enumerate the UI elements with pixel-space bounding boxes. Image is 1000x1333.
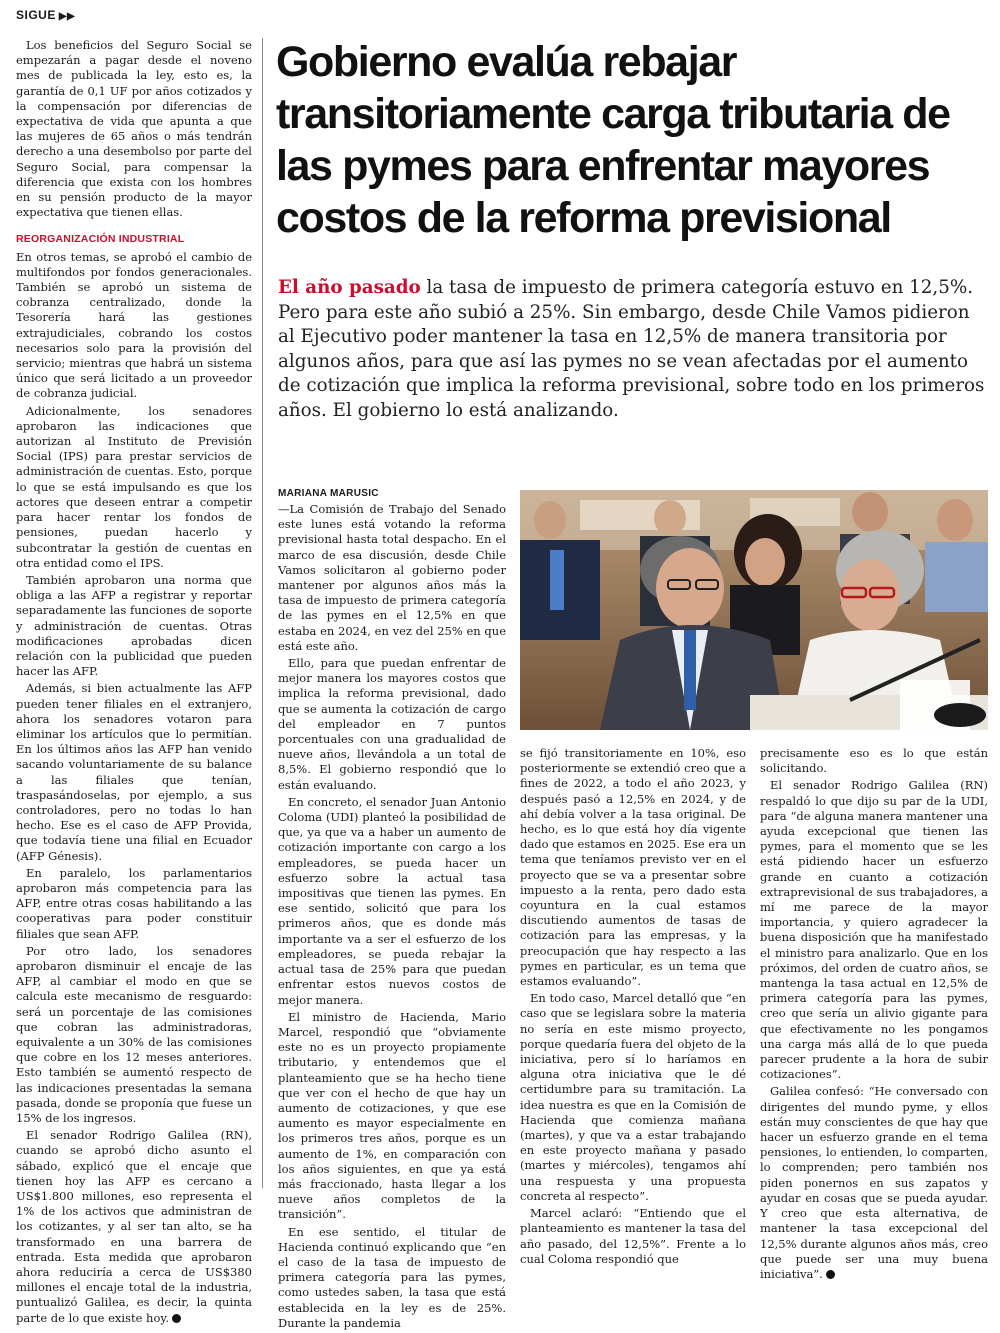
end-mark-icon (172, 1314, 181, 1323)
body-paragraph (760, 1084, 988, 1282)
body-paragraph: Marcel aclaró: “Entiendo que el planteamiento es mantener la tasa del año pasado, del 12,5%”. Frente a lo cual Coloma respondió que (520, 1206, 746, 1266)
article-column-2 (520, 746, 746, 1269)
left-paragraph: Por otro lado, los senadores aprobaron disminuir el encaje de las AFP, al cambiar el modo en que se calcula este mecanismo de resguardo: será un porcentaje de las comisiones que cobran las administradoras, equivalente a un 30% de las comisiones que cobre en los 12 meses anteriores. Esto también se aumentó respecto de las indicaciones presentadas la semana pasada, donde se proponía que fuese un 15% de los ingresos. (16, 943, 252, 1126)
byline: MARIANA MARUSIC (278, 488, 379, 499)
sigue-arrows-icon: ▶▶ (58, 11, 76, 22)
left-paragraph (16, 1128, 252, 1326)
body-paragraph-text: Galilea confesó: “He conversado con dirigentes del mundo pyme, y ellos están muy conscientes de que hay que hacer un esfuerzo grande en el tema pensiones, lo entienden, lo comparten, lo comprenden; pero también nos piden ponernos en sus zapatos y ayudar en cosas que se pueda ayudar. Y creo que esta alternativa, de mantener la tasa excepcional del 12,5% durante algunos años más, creo que puede ser una muy buena iniciativa”. (760, 1084, 988, 1281)
news-photo-illustration (520, 490, 988, 730)
body-paragraph: El ministro de Hacienda, Mario Marcel, respondió que “obviamente este no es un proyecto propiamente tributario, y entendemos que el planteamiento que se ha hecho tiene que ver con el hecho de que hay un aumento de cotizaciones, y que ese aumento es mayor especialmente en los primeros tres años, porque es un aumento de 1%, en comparación con los años siguientes, en que ya está más fraccionado, hasta llegar a los nueve años completos de la transición”. (278, 1009, 506, 1222)
news-photo (520, 490, 988, 730)
sigue-label: SIGUE (16, 8, 56, 22)
left-paragraph: En paralelo, los parlamentarios aprobaron más competencia para las AFP, entre otras cosas habilitando a las cooperativas para poder constituir filiales que sean AFP. (16, 865, 252, 941)
left-subhead: REORGANIZACIÓN INDUSTRIAL (16, 233, 185, 246)
left-paragraph: También aprobaron una norma que obliga a las AFP a registrar y reportar separadamente las funciones de soporte y administración de cuentas. Otras modificaciones aprobadas dicen relación con la publicidad que pueden hacer las AFP. (16, 572, 252, 679)
left-paragraph: En otros temas, se aprobó el cambio de multifondos por fondos generacionales. También se aprobó un sistema de cobranza centralizado, donde la Tesorería hará las gestiones extrajudiciales, cobrando los costos necesarios solo para la provisión del servicio; mientras que habrá un sistema único que será licitado a un proveedor de cobranza judicial. (16, 249, 252, 401)
lead-text: la tasa de impuesto de primera categoría estuvo en 12,5%. Pero para este año subió a 25%. Sin embargo, desde Chile Vamos pidieron al Ejecutivo poder mantener la tasa en 12,5% de manera transitoria por algunos años, para que así las pymes no se vean afectadas por el aumento de cotización que implica la reforma previsional, sobre todo en los primeros años. El gobierno lo está analizando. (278, 277, 985, 421)
left-paragraph: Los beneficios del Seguro Social se empezarán a pagar desde el noveno mes de publicada la ley, esto es, la garantía de 0,1 UF por años cotizados y la compensación por diferencias de expectativa de vida que apunta a que las mujeres de 65 años o más tendrán derecho a una desembolso por parte del Seguro Social, para compensar la diferencia que exista con los hombres en su pensión producto de la mayor expectativa que tienen ellas. (16, 38, 252, 220)
left-paragraph-text: El senador Rodrigo Galilea (RN), cuando se aprobó dicho asunto el sábado, explicó que el encaje que tienen hoy las AFP es cercano a US$1.800 millones, eso representa el 1% de los activos que administran de los cotizantes, y al ser tan alto, se ha transformado en una barrera de entrada. Esta medida que aprobaron ahora reduciría a cerca de US$380 millones el encaje total de la industria, puntualizó Galilea, es decir, la quinta parte de lo que existe hoy. (16, 1128, 252, 1325)
left-column (16, 38, 252, 1328)
headline: Gobierno evalúa rebajar transitoriamente carga tributaria de las pymes para enfrentar mayores costos de la reforma previsional (276, 38, 950, 242)
body-paragraph: precisamente eso es lo que están solicitando. (760, 746, 988, 776)
body-paragraph: El senador Rodrigo Galilea (RN) respaldó lo que dijo su par de la UDI, para “de alguna manera mantener una ayuda excepcional que tienen las pymes, para el momento que se les está pidiendo hacer un esfuerzo grande en cuanto a cotización extraprevisional de sus trabajadores, a mí me parece de la mayor importancia, y quiero agradecer la buena disposición que ha manifestado el ministro para analizarlo. Que en los próximos, del orden de cuatro años, se mantenga la tasa actual en 12,5% de primera categoría para las pymes, creo que sería un alivio gigante para que efectivamente no les pongamos una carga más allá de lo que pueda parecer prudente a la hora de subir cotizaciones”. (760, 778, 988, 1082)
body-paragraph: En concreto, el senador Juan Antonio Coloma (UDI) planteó la posibilidad de que, ya que va a haber un aumento de cotización importante con cargo a los empleadores, se pueda hacer un esfuerzo sobre la actual tasa impositivas que tienen las pymes. En ese sentido, solicitó que para los primeros años, que es donde más importante va a ser el esfuerzo de los empleadores, se pueda rebajar la actual tasa de 25% para que puedan enfrentar estos nuevos costos de mejor manera. (278, 794, 506, 1007)
sigue-marker (16, 8, 75, 22)
body-paragraph: Ello, para que puedan enfrentar de mejor manera los mayores costos que implica la reforma previsional, dado que se aumenta la cotización de cargo del empleador en 7 puntos porcentuales con una gradualidad de nueve años, llevándola a un total de 8,5%. El gobierno respondió que lo están evaluando. (278, 656, 506, 792)
left-paragraph: Adicionalmente, los senadores aprobaron las indicaciones que autorizan al Instituto de Previsión Social (IPS) para prestar servicios de administración de cuentas. Esto, porque lo que se está impulsando es que los actores que deseen entrar a competir para hacer rentar los fondos de pensiones, puedan hacerlo y subcontratar la gestión de cuentas en otra entidad como el IPS. (16, 403, 252, 570)
body-paragraph: En todo caso, Marcel detalló que “en caso que se legislara sobre la materia no sería en este mismo proyecto, porque quedaría fuera del objeto de la iniciativa, pero sí lo haríamos en alguna otra iniciativa que le dé certidumbre para su tramitación. La idea nuestra es que en la Comisión de Hacienda que comienza mañana (martes), y que va a estar trabajando en este proyecto mañana y pasado (martes y miércoles), tengamos ahí una respuesta y una propuesta concreta al respecto”. (520, 991, 746, 1203)
body-paragraph: En ese sentido, el titular de Hacienda continuó explicando que “en el caso de la tasa de impuesto de primera categoría para las pymes, como ustedes saben, la tasa que está establecida en la ley es de 25%. Durante la pandemia (278, 1224, 506, 1330)
article-column-1 (278, 502, 506, 1333)
body-paragraph: —La Comisión de Trabajo del Senado este lunes está votando la reforma previsional hasta total despacho. En el marco de esa discusión, desde Chile Vamos solicitaron al gobierno poder mantener por algunos años más la tasa de impuesto de primera categoría de las pymes en el 12,5% en que estaba en 2024, en vez del 25% en que está este año. (278, 502, 506, 653)
lead-highlight: El año pasado (278, 277, 421, 298)
lead-paragraph (278, 276, 990, 424)
body-paragraph: se fijó transitoriamente en 10%, eso posteriormente se extendió creo que a fines de 2022, a todo el año 2023, y después pasó a 12,5% en 2024, y de ahí debía volver a la tasa original. De hecho, es lo que está hoy día vigente dado que estamos en 2025. Ese era un tema que teníamos previsto ver en el proyecto que se va a presentar sobre impuesto a la renta, pero dado esta coyuntura en la cual estamos discutiendo aumentos de tasas de cotización para las empresas, y la preocupación que hay respecto a las pymes en particular, es un tema que estamos evaluando”. (520, 746, 746, 989)
article-column-3 (760, 746, 988, 1284)
left-paragraph: Además, si bien actualmente las AFP pueden tener filiales en el extranjero, ahora los senadores votaron para eliminar los artículos que lo permitían. En los últimos años las AFP han venido sacando voluntariamente de su balance a las filiales que tenían, traspasándoselas, por ejemplo, a sus controladores, pero no todas lo han hecho. Ese es el caso de AFP Provida, que todavía tiene una filial en Ecuador (AFP Génesis). (16, 681, 252, 863)
column-divider (262, 38, 263, 1188)
end-mark-icon (826, 1270, 835, 1279)
